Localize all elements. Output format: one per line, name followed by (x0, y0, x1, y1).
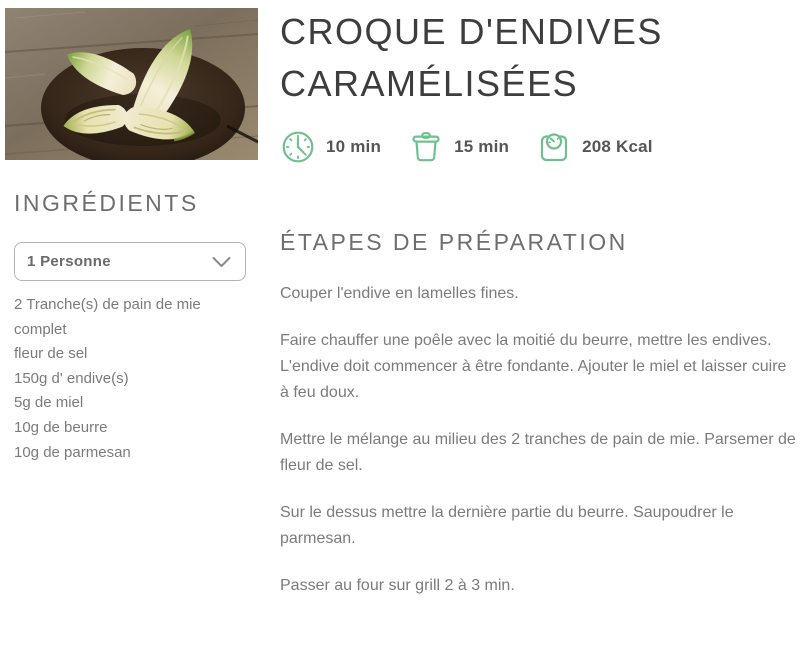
ingredient-item: 150g d' endive(s) (14, 369, 129, 387)
preparation-steps (280, 281, 796, 599)
ingredient-item: fleur de sel (14, 345, 88, 363)
servings-selected-value: 1 Personne (27, 253, 111, 270)
step-paragraph: Passer au four sur grill 2 à 3 min. (280, 577, 515, 594)
steps-heading: ÉTAPES DE PRÉPARATION (280, 229, 628, 255)
prep-time-stat (281, 130, 381, 164)
scale-icon (537, 130, 571, 164)
calories-stat (537, 130, 653, 164)
step-paragraph: Sur le dessus mettre la dernière partie du beurre. Saupoudrer le parmesan. (280, 504, 734, 547)
chevron-down-icon (212, 256, 231, 268)
step-paragraph: Couper l'endive en lamelles fines. (280, 285, 519, 302)
step-paragraph: Mettre le mélange au milieu des 2 tranches de pain de mie. Parsemer de fleur de sel. (280, 431, 796, 474)
ingredients-list (14, 293, 232, 465)
step-paragraph: Faire chauffer une poêle avec la moitié du beurre, mettre les endives. L'endive doit commencer à être fondante. Ajouter le miel et laisser cuire à feu doux. (280, 332, 787, 401)
pot-icon (409, 130, 443, 164)
clock-icon (281, 130, 315, 164)
prep-time-value: 10 min (326, 137, 382, 156)
ingredients-heading: INGRÉDIENTS (14, 190, 199, 216)
calories-value: 208 Kcal (582, 137, 653, 156)
recipe-stats (281, 130, 653, 164)
ingredient-item: 2 Tranche(s) de pain de mie complet (14, 296, 201, 338)
cook-time-stat (409, 130, 509, 164)
page-title-line1: CROQUE D'ENDIVES (280, 11, 663, 52)
cook-time-value: 15 min (454, 137, 510, 156)
page-title (280, 6, 663, 110)
page-title-line2: CARAMÉLISÉES (280, 63, 579, 104)
ingredient-item: 5g de miel (14, 394, 84, 412)
ingredient-item: 10g de parmesan (14, 443, 131, 461)
ingredient-item: 10g de beurre (14, 418, 108, 436)
servings-select[interactable] (14, 242, 246, 281)
recipe-photo (5, 8, 258, 160)
endives-photo-illustration (5, 8, 258, 160)
